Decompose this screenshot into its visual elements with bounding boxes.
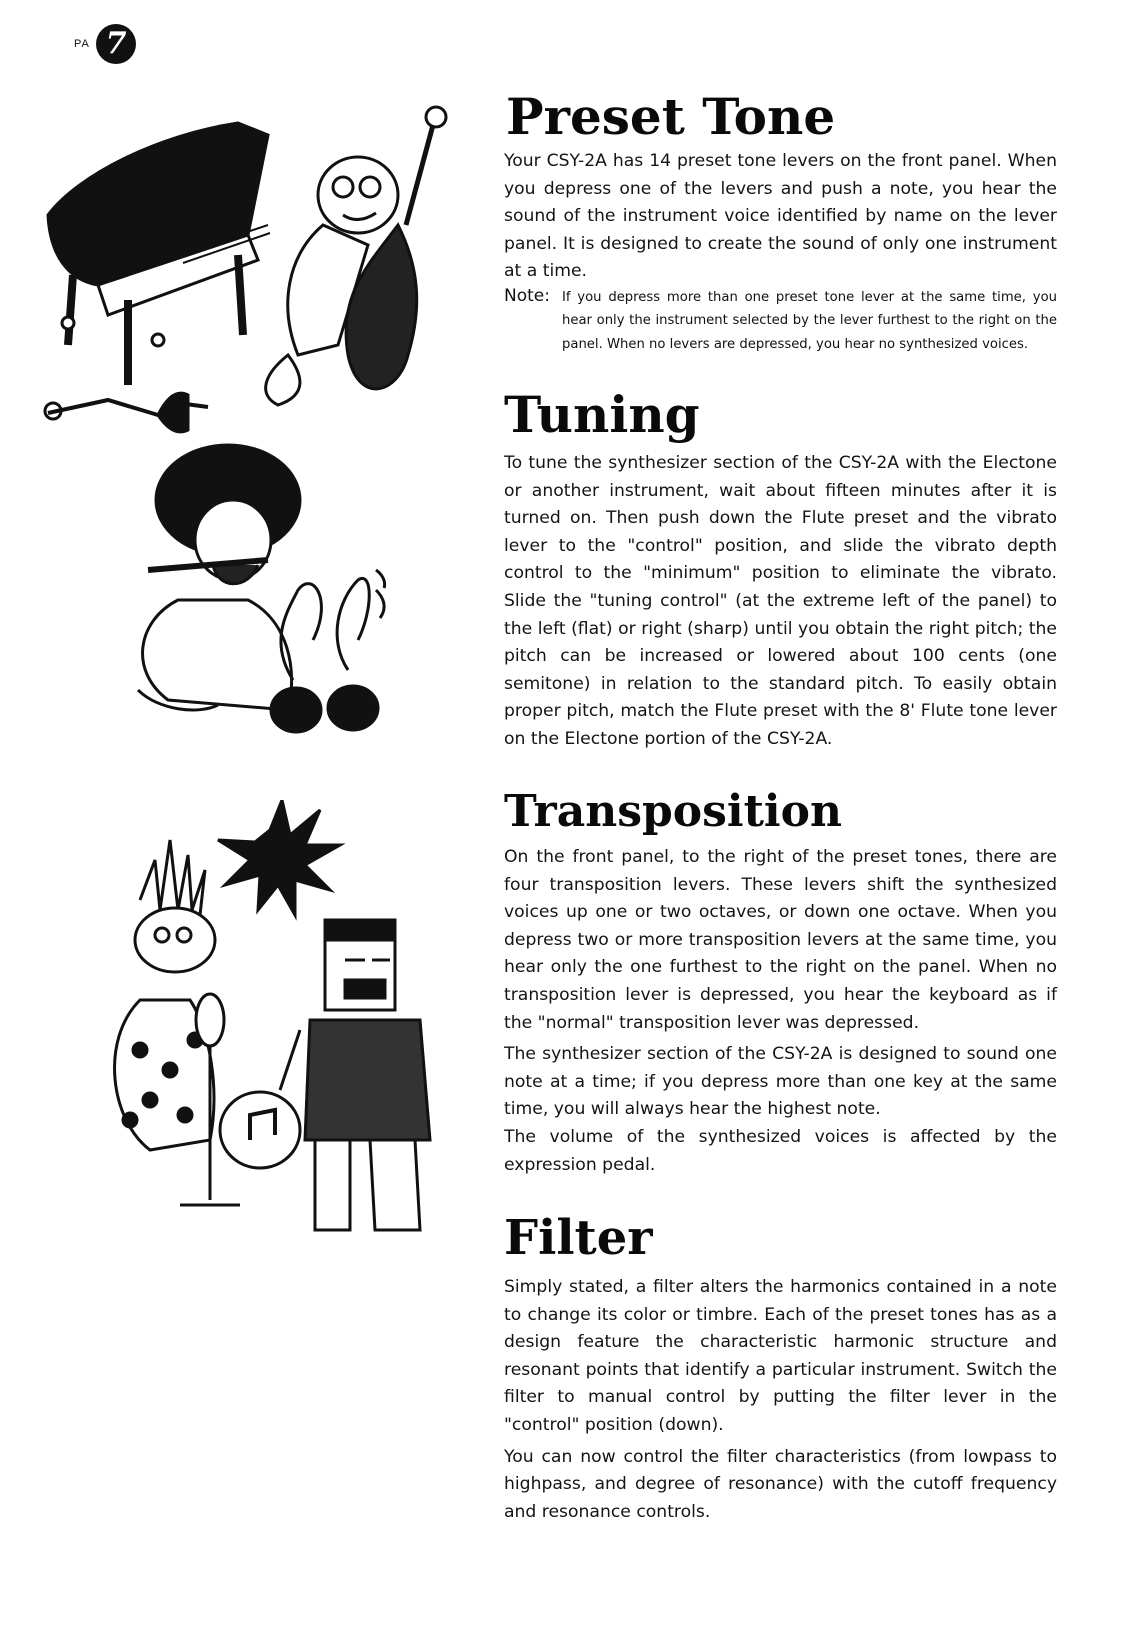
text-column-transposition — [504, 786, 1057, 1179]
preset-tone-note — [504, 286, 1057, 356]
page-number: 7 — [96, 24, 136, 64]
singer-monster-illustration — [100, 800, 440, 1260]
section-transposition — [504, 786, 1057, 1179]
transposition-body-1: On the front panel, to the right of the preset tones, there are four transposition levers. These levers shift the synthesized voices up one or two octaves, or down one octave. When you depress two or more transposition levers at the same time, you hear only the one furthest to the right on the panel. When no transposition lever is depressed, you hear the keyboard as if the "normal" transposition lever was depressed. — [504, 847, 1057, 1033]
transposition-heading: Transposition — [504, 786, 842, 837]
piano-cello-trumpet-illustration — [38, 95, 458, 455]
tuning-body: To tune the synthesizer section of the CSY-2A with the Electone or another instrument, wait about fifteen minutes after it is turned on. Then push down the Flute preset and the vibrato lever to the "control" position, and slide the vibrato depth control to the "minimum" position to eliminate the vibrato. Slide the "tuning control" (at the extreme left of the panel) to the left (flat) or right (sharp) until you obtain the right pitch; the pitch can be increased or lowered about 100 cents (one semitone) in relation to the standard pitch. To easily obtain proper pitch, match the Flute preset with the 8' Flute tone lever on the Electone portion of the CSY-2A. — [504, 453, 1057, 749]
note-text: If you depress more than one preset tone lever at the same time, you hear only the instrument selected by the lever furthest to the right on the panel. When no levers are depressed, you hear no synthesized voices. — [562, 289, 1057, 352]
section-filter — [504, 1210, 1057, 1526]
section-tuning — [504, 385, 1057, 754]
text-column-filter — [504, 1210, 1057, 1526]
page-prefix: PA — [74, 38, 90, 50]
note-label: Note: — [504, 285, 550, 306]
filter-heading: Filter — [504, 1210, 653, 1266]
text-column-tuning — [504, 385, 1057, 754]
transposition-body-3: The volume of the synthesized voices is affected by the expression pedal. — [504, 1126, 1057, 1175]
filter-body-2: You can now control the filter characteristics (from lowpass to highpass, and degree of resonance) with the cutoff frequency and resonance controls. — [504, 1446, 1057, 1522]
flute-player-snake-illustration — [118, 440, 418, 740]
section-preset-tone — [504, 87, 1057, 356]
preset-tone-heading: Preset Tone — [506, 87, 836, 146]
preset-tone-body: Your CSY-2A has 14 preset tone levers on the front panel. When you depress one of the levers and push a note, you hear the sound of the instrument voice identified by name on the lever panel. It is designed to create the sound of only one instrument at a time. — [504, 151, 1057, 282]
tuning-heading: Tuning — [504, 385, 700, 444]
page-number-badge — [74, 24, 144, 68]
text-column — [504, 87, 1057, 356]
transposition-body-2: The synthesizer section of the CSY-2A is designed to sound one note at a time; if you depress more than one key at the same time, you will always hear the highest note. — [504, 1044, 1057, 1120]
filter-body-1: Simply stated, a filter alters the harmonics contained in a note to change its color or timbre. Each of the preset tones has as a design feature the characteristic harmonic structure and resonant points that identify a particular instrument. Switch the filter to manual control by putting the filter lever in the "control" position (down). — [504, 1277, 1057, 1435]
